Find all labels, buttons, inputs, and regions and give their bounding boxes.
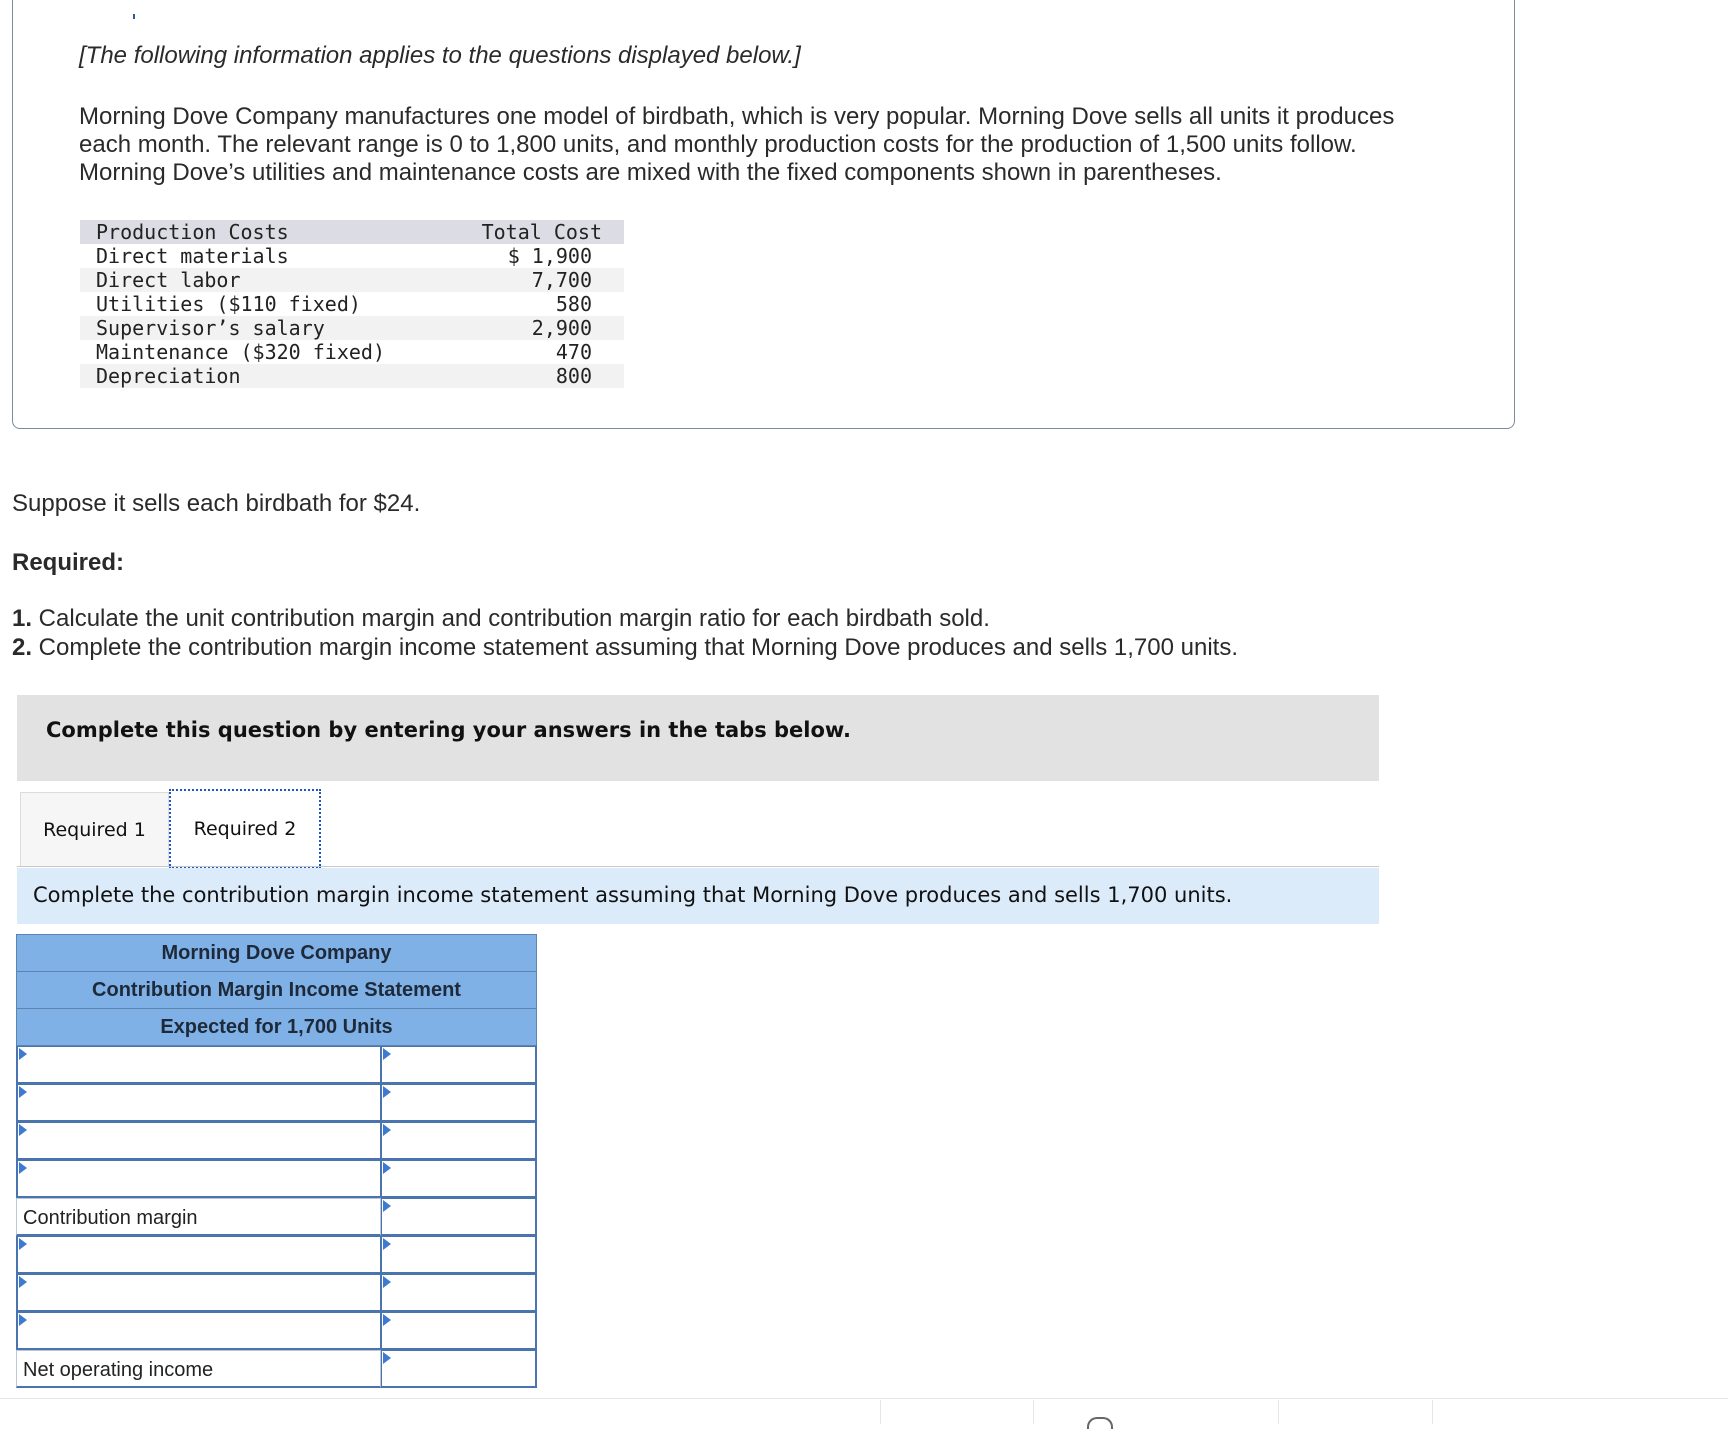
row-value: $ 1,900 bbox=[507, 244, 592, 268]
input-marker-icon bbox=[383, 1200, 391, 1212]
tab-required-2[interactable]: Required 2 bbox=[169, 789, 321, 869]
input-marker-icon bbox=[383, 1276, 391, 1288]
info-note: [The following information applies to the questions displayed below.] bbox=[79, 42, 801, 69]
dropdown-marker-icon bbox=[19, 1314, 27, 1326]
required-list bbox=[12, 604, 1238, 662]
item-text: Calculate the unit contribution margin and contribution margin ratio for each birdbath sold. bbox=[32, 605, 990, 632]
footer-divider bbox=[0, 1398, 1728, 1399]
contribution-margin-label-cell bbox=[16, 1198, 381, 1236]
item-text: Complete the contribution margin income statement assuming that Morning Dove produces and sells 1,700 units. bbox=[32, 634, 1238, 661]
contribution-margin-row bbox=[16, 1198, 537, 1236]
dropdown-marker-icon bbox=[19, 1162, 27, 1174]
required-heading: Required: bbox=[12, 549, 125, 576]
label-input[interactable] bbox=[16, 1122, 381, 1160]
input-marker-icon bbox=[383, 1352, 391, 1364]
contribution-margin-input[interactable] bbox=[381, 1198, 537, 1236]
item-number: 1. bbox=[12, 605, 33, 632]
tab-divider bbox=[17, 866, 1379, 867]
row-value: 2,900 bbox=[531, 316, 592, 340]
row-value: 470 bbox=[555, 340, 592, 364]
footer-separator bbox=[1033, 1400, 1034, 1424]
dropdown-marker-icon bbox=[19, 1086, 27, 1098]
statement-title: Contribution Margin Income Statement bbox=[16, 971, 537, 1008]
input-marker-icon bbox=[383, 1086, 391, 1098]
statement-company: Morning Dove Company bbox=[16, 934, 537, 971]
input-marker-icon bbox=[383, 1238, 391, 1250]
label-input[interactable] bbox=[16, 1084, 381, 1122]
sell-price-text: Suppose it sells each birdbath for $24. bbox=[12, 490, 421, 517]
input-marker-icon bbox=[383, 1124, 391, 1136]
statement-row bbox=[16, 1046, 537, 1084]
footer-separator bbox=[880, 1400, 881, 1424]
amount-input[interactable] bbox=[381, 1046, 537, 1084]
label-input[interactable] bbox=[16, 1312, 381, 1350]
input-marker-icon bbox=[383, 1314, 391, 1326]
dropdown-marker-icon bbox=[19, 1048, 27, 1060]
table-row bbox=[80, 292, 624, 316]
statement-row bbox=[16, 1312, 537, 1350]
row-value: 580 bbox=[555, 292, 592, 316]
statement-row bbox=[16, 1084, 537, 1122]
header-label: Production Costs bbox=[96, 220, 289, 244]
row-label: Utilities ($110 fixed) bbox=[96, 292, 361, 316]
table-header-row bbox=[80, 220, 624, 244]
info-paragraph: Morning Dove Company manufactures one model of birdbath, which is very popular. Morning Dove sells all units it produces each month. The relevant range is 0 to 1,800 units, and monthly production costs for the production of 1,500 units follow. Morning Dove’s utilities and maintenance costs are mixed with the fixed components shown in parentheses. bbox=[79, 103, 1395, 186]
production-costs-table bbox=[80, 220, 624, 388]
income-statement bbox=[16, 934, 537, 1388]
statement-period: Expected for 1,700 Units bbox=[16, 1008, 537, 1046]
tab-instruction-text: Complete the contribution margin income statement assuming that Morning Dove produces and sells 1,700 units. bbox=[33, 883, 1233, 907]
required-item-2 bbox=[12, 633, 1238, 662]
label-input[interactable] bbox=[16, 1274, 381, 1312]
row-label: Maintenance ($320 fixed) bbox=[96, 340, 385, 364]
input-marker-icon bbox=[383, 1048, 391, 1060]
net-operating-income-label: Net operating income bbox=[23, 1359, 214, 1381]
dropdown-marker-icon bbox=[19, 1276, 27, 1288]
tab-required-1[interactable]: Required 1 bbox=[20, 792, 169, 866]
row-label: Supervisor’s salary bbox=[96, 316, 325, 340]
footer-icon[interactable] bbox=[1087, 1417, 1113, 1429]
label-input[interactable] bbox=[16, 1160, 381, 1198]
table-row bbox=[80, 316, 624, 340]
dropdown-marker-icon bbox=[19, 1238, 27, 1250]
amount-input[interactable] bbox=[381, 1084, 537, 1122]
label-input[interactable] bbox=[16, 1236, 381, 1274]
net-operating-income-input[interactable] bbox=[381, 1350, 537, 1388]
amount-input[interactable] bbox=[381, 1160, 537, 1198]
row-label: Direct materials bbox=[96, 244, 289, 268]
table-row bbox=[80, 364, 624, 388]
footer-separator bbox=[1432, 1400, 1433, 1424]
statement-row bbox=[16, 1160, 537, 1198]
table-row bbox=[80, 244, 624, 268]
amount-input[interactable] bbox=[381, 1274, 537, 1312]
table-row bbox=[80, 268, 624, 292]
item-number: 2. bbox=[12, 634, 33, 661]
tab-instruction-panel bbox=[17, 868, 1379, 924]
table-row bbox=[80, 340, 624, 364]
dropdown-marker-icon bbox=[19, 1124, 27, 1136]
statement-row bbox=[16, 1236, 537, 1274]
net-operating-income-label-cell bbox=[16, 1350, 381, 1388]
input-marker-icon bbox=[383, 1162, 391, 1174]
contribution-margin-label: Contribution margin bbox=[23, 1207, 198, 1229]
instruction-bar bbox=[17, 695, 1379, 781]
footer-separator bbox=[1278, 1400, 1279, 1424]
statement-row bbox=[16, 1122, 537, 1160]
amount-input[interactable] bbox=[381, 1312, 537, 1350]
net-operating-income-row bbox=[16, 1350, 537, 1388]
row-value: 800 bbox=[555, 364, 592, 388]
amount-input[interactable] bbox=[381, 1236, 537, 1274]
amount-input[interactable] bbox=[381, 1122, 537, 1160]
label-input[interactable] bbox=[16, 1046, 381, 1084]
row-value: 7,700 bbox=[531, 268, 592, 292]
header-value: Total Cost bbox=[481, 220, 602, 244]
scroll-marker bbox=[133, 14, 135, 19]
statement-row bbox=[16, 1274, 537, 1312]
required-item-1 bbox=[12, 604, 1238, 633]
row-label: Direct labor bbox=[96, 268, 241, 292]
row-label: Depreciation bbox=[96, 364, 241, 388]
instruction-text: Complete this question by entering your answers in the tabs below. bbox=[46, 718, 851, 742]
